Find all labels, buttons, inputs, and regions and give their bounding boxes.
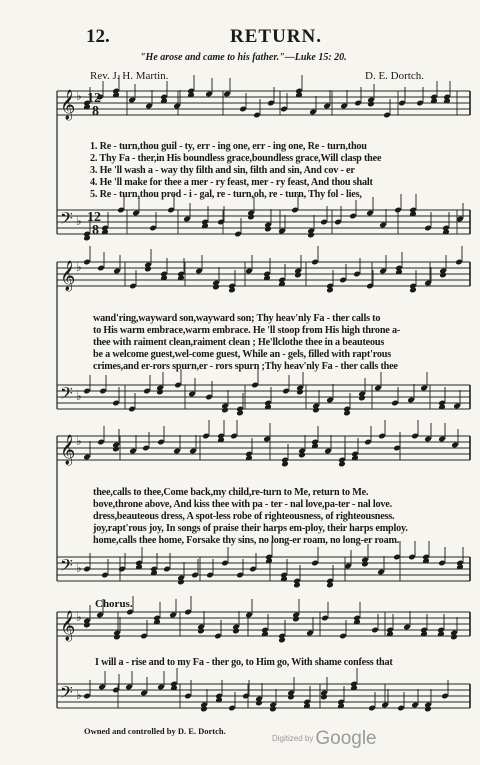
bass-clef-icon: 𝄢 [60, 682, 73, 706]
lyricist-credit: Rev. J. H. Martin. [90, 70, 169, 82]
lyric-line: 4. He 'll make for thee a mer - ry feast, mer - ry feast, And thou shalt [90, 177, 373, 188]
treble-clef-icon: 𝄞 [60, 435, 76, 465]
time-signature: 8 [92, 223, 99, 238]
bass-clef-icon: 𝄢 [60, 383, 73, 407]
time-signature: 12 [87, 210, 101, 225]
flat-icon: ♭ [76, 688, 82, 702]
lyric-line: be a welcome guest,wel-come guest, While an - gels, filled with rapt'rous [93, 349, 391, 360]
hymn-title: RETURN. [230, 26, 322, 47]
treble-clef-icon: 𝄞 [60, 261, 76, 291]
lyric-line: to His warm embrace,warm embrace. He 'll stoop from His high throne a- [93, 325, 401, 336]
lyric-line: joy,rapt'rous joy, In songs of praise their harps em-ploy, their harps employ. [93, 523, 408, 534]
lyric-line: 1. Re - turn,thou guil - ty, err - ing one, err - ing one, Re - turn,thou [90, 141, 367, 152]
chorus-label: Chorus. [95, 598, 133, 610]
flat-icon: ♭ [76, 389, 82, 403]
lyric-line: crimes,and er-rors spurn,er - rors spurn ;Thy heav'nly Fa - ther calls thee [93, 361, 398, 372]
treble-clef-icon: 𝄞 [60, 611, 76, 641]
treble-clef-icon: 𝄞 [60, 90, 76, 120]
chorus-lyric-line: I will a - rise and to my Fa - ther go, to Him go, With shame confess that [95, 657, 393, 668]
lyric-line: 5. Re - turn,thou prod - i - gal, re - turn,oh, re - turn, Thy fol - lies, [90, 189, 362, 200]
time-signature: 12 [87, 91, 101, 106]
copyright-notice: Owned and controlled by D. E. Dortch. [84, 726, 226, 736]
flat-icon: ♭ [76, 434, 82, 448]
time-signature: 8 [92, 104, 99, 119]
flat-icon: ♭ [76, 89, 82, 103]
flat-icon: ♭ [76, 610, 82, 624]
flat-icon: ♭ [76, 214, 82, 228]
lyric-line: 3. He 'll wash a - way thy filth and sin, filth and sin, And cov - er [90, 165, 355, 176]
hymn-number: 12. [86, 26, 110, 47]
flat-icon: ♭ [76, 561, 82, 575]
flat-icon: ♭ [76, 260, 82, 274]
lyric-line: 2. Thy Fa - ther,in His boundless grace,boundless grace,Will clasp thee [90, 153, 382, 164]
lyric-line: dress,beauteous dress, A spot-less robe of righteousness, of righteousness. [93, 511, 395, 522]
scripture-epigraph: "He arose and came to his father."—Luke 15: 20. [140, 52, 347, 63]
digitized-watermark: Digitized by Google [272, 728, 377, 749]
lyric-line: thee with raiment clean,raiment clean ; He'llclothe thee in a beauteous [93, 337, 385, 348]
lyric-line: wand'ring,wayward son,wayward son; Thy heav'nly Fa - ther calls to [93, 313, 381, 324]
lyric-line: home,calls thee home, Forsake thy sins, no long-er roam, no long-er roam. [93, 535, 400, 546]
lyric-line: bove,throne above, And kiss thee with pa - ter - nal love,pa-ter - nal love. [93, 499, 392, 510]
bass-clef-icon: 𝄢 [60, 555, 73, 579]
composer-credit: D. E. Dortch. [365, 70, 424, 82]
bass-clef-icon: 𝄢 [60, 208, 73, 232]
lyric-line: thee,calls to thee,Come back,my child,re-turn to Me, return to Me. [93, 487, 369, 498]
